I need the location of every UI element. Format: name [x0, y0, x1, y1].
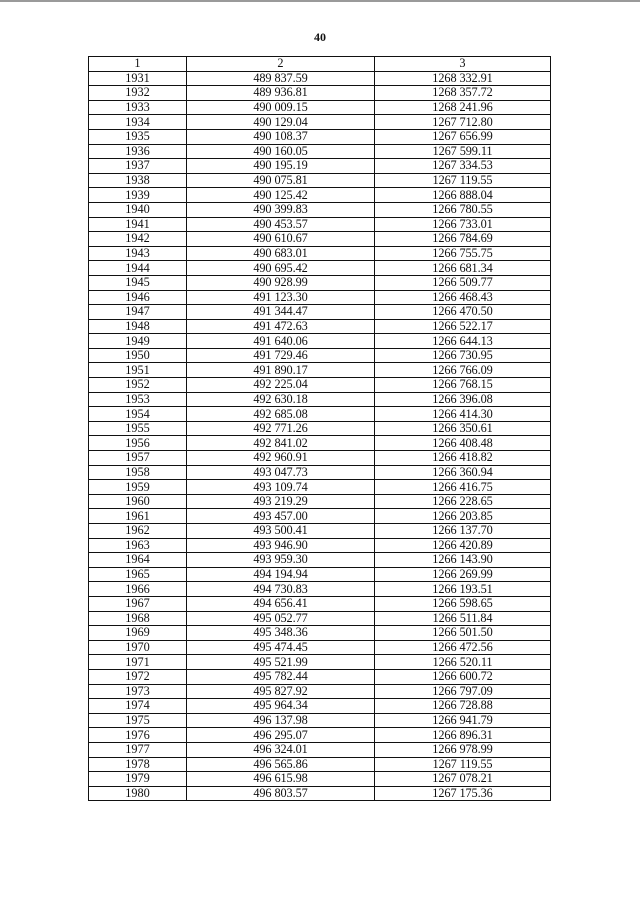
cell-value-2: 489 936.81 — [187, 86, 375, 101]
cell-value-3: 1266 978.99 — [375, 742, 551, 757]
cell-value-3: 1266 418.82 — [375, 451, 551, 466]
cell-value-2: 496 137.98 — [187, 713, 375, 728]
table-row — [89, 684, 551, 699]
table-row — [89, 261, 551, 276]
table-row — [89, 742, 551, 757]
cell-value-3: 1266 203.85 — [375, 509, 551, 524]
cell-year: 1946 — [89, 290, 187, 305]
cell-value-2: 494 730.83 — [187, 582, 375, 597]
cell-year: 1933 — [89, 100, 187, 115]
cell-year: 1974 — [89, 699, 187, 714]
cell-year: 1939 — [89, 188, 187, 203]
cell-value-2: 495 052.77 — [187, 611, 375, 626]
cell-value-2: 496 615.98 — [187, 772, 375, 787]
table-row — [89, 71, 551, 86]
cell-year: 1978 — [89, 757, 187, 772]
cell-value-3: 1266 522.17 — [375, 319, 551, 334]
cell-value-3: 1266 269.99 — [375, 567, 551, 582]
cell-value-2: 495 348.36 — [187, 626, 375, 641]
cell-value-2: 490 928.99 — [187, 275, 375, 290]
cell-value-2: 490 129.04 — [187, 115, 375, 130]
top-rule — [0, 0, 640, 2]
cell-year: 1972 — [89, 669, 187, 684]
cell-value-3: 1267 656.99 — [375, 129, 551, 144]
cell-value-3: 1267 712.80 — [375, 115, 551, 130]
table-row — [89, 757, 551, 772]
table-row — [89, 567, 551, 582]
table-row — [89, 640, 551, 655]
cell-value-3: 1266 896.31 — [375, 728, 551, 743]
cell-year: 1941 — [89, 217, 187, 232]
table-header — [89, 57, 551, 72]
cell-value-3: 1266 520.11 — [375, 655, 551, 670]
cell-year: 1969 — [89, 626, 187, 641]
cell-value-2: 495 827.92 — [187, 684, 375, 699]
cell-value-3: 1266 600.72 — [375, 669, 551, 684]
cell-value-3: 1266 416.75 — [375, 480, 551, 495]
table-row — [89, 319, 551, 334]
table-row — [89, 655, 551, 670]
cell-value-2: 496 803.57 — [187, 786, 375, 801]
cell-year: 1966 — [89, 582, 187, 597]
cell-value-2: 490 160.05 — [187, 144, 375, 159]
table-row — [89, 334, 551, 349]
cell-year: 1959 — [89, 480, 187, 495]
cell-year: 1952 — [89, 378, 187, 393]
table-row — [89, 421, 551, 436]
table-row — [89, 407, 551, 422]
cell-value-2: 495 964.34 — [187, 699, 375, 714]
cell-year: 1931 — [89, 71, 187, 86]
table-row — [89, 100, 551, 115]
cell-value-3: 1266 784.69 — [375, 232, 551, 247]
cell-year: 1962 — [89, 524, 187, 539]
table-row — [89, 378, 551, 393]
cell-value-2: 493 500.41 — [187, 524, 375, 539]
cell-value-3: 1266 733.01 — [375, 217, 551, 232]
table-row — [89, 699, 551, 714]
cell-year: 1963 — [89, 538, 187, 553]
table-row — [89, 553, 551, 568]
cell-value-3: 1266 780.55 — [375, 202, 551, 217]
page-number: 40 — [314, 30, 326, 44]
cell-value-3: 1268 332.91 — [375, 71, 551, 86]
cell-year: 1960 — [89, 494, 187, 509]
cell-value-3: 1266 468.43 — [375, 290, 551, 305]
table-row — [89, 669, 551, 684]
table-row — [89, 188, 551, 203]
table-row — [89, 611, 551, 626]
table-row — [89, 465, 551, 480]
cell-value-3: 1266 730.95 — [375, 348, 551, 363]
cell-value-2: 491 344.47 — [187, 305, 375, 320]
cell-value-3: 1266 728.88 — [375, 699, 551, 714]
table-row — [89, 538, 551, 553]
cell-value-2: 492 841.02 — [187, 436, 375, 451]
cell-value-2: 490 453.57 — [187, 217, 375, 232]
cell-year: 1948 — [89, 319, 187, 334]
cell-year: 1935 — [89, 129, 187, 144]
cell-year: 1932 — [89, 86, 187, 101]
cell-year: 1956 — [89, 436, 187, 451]
table-row — [89, 451, 551, 466]
cell-year: 1968 — [89, 611, 187, 626]
cell-value-3: 1266 766.09 — [375, 363, 551, 378]
cell-year: 1950 — [89, 348, 187, 363]
column-header-1: 1 — [89, 57, 187, 72]
cell-value-2: 493 047.73 — [187, 465, 375, 480]
header-row — [89, 57, 551, 72]
data-table — [88, 56, 551, 801]
table-row — [89, 392, 551, 407]
cell-value-2: 489 837.59 — [187, 71, 375, 86]
table-row — [89, 363, 551, 378]
cell-value-3: 1266 888.04 — [375, 188, 551, 203]
cell-year: 1947 — [89, 305, 187, 320]
cell-year: 1943 — [89, 246, 187, 261]
cell-value-3: 1267 175.36 — [375, 786, 551, 801]
cell-value-2: 493 946.90 — [187, 538, 375, 553]
cell-value-3: 1266 414.30 — [375, 407, 551, 422]
cell-value-3: 1267 119.55 — [375, 757, 551, 772]
cell-year: 1954 — [89, 407, 187, 422]
cell-value-2: 496 295.07 — [187, 728, 375, 743]
cell-value-3: 1266 681.34 — [375, 261, 551, 276]
cell-value-3: 1266 598.65 — [375, 596, 551, 611]
table-row — [89, 217, 551, 232]
table-row — [89, 786, 551, 801]
cell-value-3: 1266 470.50 — [375, 305, 551, 320]
table-row — [89, 713, 551, 728]
cell-year: 1942 — [89, 232, 187, 247]
cell-value-2: 490 399.83 — [187, 202, 375, 217]
cell-value-2: 490 695.42 — [187, 261, 375, 276]
cell-value-2: 491 640.06 — [187, 334, 375, 349]
table-row — [89, 144, 551, 159]
cell-value-3: 1266 137.70 — [375, 524, 551, 539]
cell-value-2: 490 075.81 — [187, 173, 375, 188]
cell-value-3: 1267 334.53 — [375, 159, 551, 174]
cell-value-2: 490 610.67 — [187, 232, 375, 247]
cell-value-3: 1266 360.94 — [375, 465, 551, 480]
table-row — [89, 305, 551, 320]
cell-year: 1967 — [89, 596, 187, 611]
cell-value-2: 494 656.41 — [187, 596, 375, 611]
cell-year: 1975 — [89, 713, 187, 728]
table-row — [89, 290, 551, 305]
cell-value-2: 492 225.04 — [187, 378, 375, 393]
cell-value-3: 1266 509.77 — [375, 275, 551, 290]
cell-value-3: 1267 078.21 — [375, 772, 551, 787]
cell-year: 1938 — [89, 173, 187, 188]
cell-value-2: 492 630.18 — [187, 392, 375, 407]
cell-value-2: 496 565.86 — [187, 757, 375, 772]
table-row — [89, 626, 551, 641]
cell-year: 1973 — [89, 684, 187, 699]
cell-value-2: 495 521.99 — [187, 655, 375, 670]
table-row — [89, 232, 551, 247]
table-row — [89, 509, 551, 524]
table-row — [89, 728, 551, 743]
table-row — [89, 246, 551, 261]
table-row — [89, 202, 551, 217]
cell-value-3: 1266 420.89 — [375, 538, 551, 553]
cell-value-2: 493 109.74 — [187, 480, 375, 495]
cell-value-2: 490 009.15 — [187, 100, 375, 115]
column-header-3: 3 — [375, 57, 551, 72]
table-row — [89, 348, 551, 363]
cell-value-3: 1266 511.84 — [375, 611, 551, 626]
cell-value-2: 490 683.01 — [187, 246, 375, 261]
cell-value-3: 1268 241.96 — [375, 100, 551, 115]
cell-year: 1980 — [89, 786, 187, 801]
table-row — [89, 129, 551, 144]
table-row — [89, 173, 551, 188]
cell-year: 1979 — [89, 772, 187, 787]
cell-value-2: 492 960.91 — [187, 451, 375, 466]
cell-value-3: 1267 119.55 — [375, 173, 551, 188]
table-row — [89, 436, 551, 451]
cell-value-2: 491 472.63 — [187, 319, 375, 334]
cell-value-3: 1266 768.15 — [375, 378, 551, 393]
cell-year: 1971 — [89, 655, 187, 670]
cell-year: 1949 — [89, 334, 187, 349]
table-row — [89, 275, 551, 290]
cell-value-2: 491 123.30 — [187, 290, 375, 305]
table-row — [89, 86, 551, 101]
cell-year: 1937 — [89, 159, 187, 174]
table-row — [89, 494, 551, 509]
cell-value-3: 1266 193.51 — [375, 582, 551, 597]
cell-year: 1953 — [89, 392, 187, 407]
cell-value-3: 1266 644.13 — [375, 334, 551, 349]
cell-year: 1961 — [89, 509, 187, 524]
table-row — [89, 524, 551, 539]
cell-value-2: 490 108.37 — [187, 129, 375, 144]
cell-value-3: 1266 501.50 — [375, 626, 551, 641]
cell-year: 1977 — [89, 742, 187, 757]
column-header-2: 2 — [187, 57, 375, 72]
cell-year: 1934 — [89, 115, 187, 130]
cell-year: 1936 — [89, 144, 187, 159]
table-body — [89, 71, 551, 801]
cell-value-2: 495 474.45 — [187, 640, 375, 655]
cell-value-2: 490 125.42 — [187, 188, 375, 203]
cell-value-2: 496 324.01 — [187, 742, 375, 757]
table-row — [89, 480, 551, 495]
cell-value-3: 1268 357.72 — [375, 86, 551, 101]
cell-value-2: 491 890.17 — [187, 363, 375, 378]
cell-year: 1944 — [89, 261, 187, 276]
cell-value-3: 1266 228.65 — [375, 494, 551, 509]
cell-year: 1964 — [89, 553, 187, 568]
cell-year: 1976 — [89, 728, 187, 743]
cell-value-3: 1266 941.79 — [375, 713, 551, 728]
cell-value-3: 1266 472.56 — [375, 640, 551, 655]
cell-value-3: 1266 408.48 — [375, 436, 551, 451]
cell-value-2: 494 194.94 — [187, 567, 375, 582]
table-row — [89, 772, 551, 787]
cell-value-2: 493 457.00 — [187, 509, 375, 524]
cell-value-2: 492 685.08 — [187, 407, 375, 422]
cell-value-3: 1266 797.09 — [375, 684, 551, 699]
cell-year: 1957 — [89, 451, 187, 466]
cell-value-3: 1266 350.61 — [375, 421, 551, 436]
cell-value-2: 491 729.46 — [187, 348, 375, 363]
cell-value-3: 1266 143.90 — [375, 553, 551, 568]
table-row — [89, 115, 551, 130]
cell-year: 1970 — [89, 640, 187, 655]
table-row — [89, 596, 551, 611]
table-row — [89, 159, 551, 174]
cell-year: 1951 — [89, 363, 187, 378]
cell-value-3: 1266 755.75 — [375, 246, 551, 261]
cell-value-2: 493 959.30 — [187, 553, 375, 568]
cell-year: 1940 — [89, 202, 187, 217]
cell-value-2: 490 195.19 — [187, 159, 375, 174]
cell-value-2: 495 782.44 — [187, 669, 375, 684]
cell-value-2: 493 219.29 — [187, 494, 375, 509]
cell-value-3: 1266 396.08 — [375, 392, 551, 407]
table-row — [89, 582, 551, 597]
cell-value-2: 492 771.26 — [187, 421, 375, 436]
cell-year: 1958 — [89, 465, 187, 480]
cell-year: 1945 — [89, 275, 187, 290]
cell-value-3: 1267 599.11 — [375, 144, 551, 159]
cell-year: 1965 — [89, 567, 187, 582]
cell-year: 1955 — [89, 421, 187, 436]
